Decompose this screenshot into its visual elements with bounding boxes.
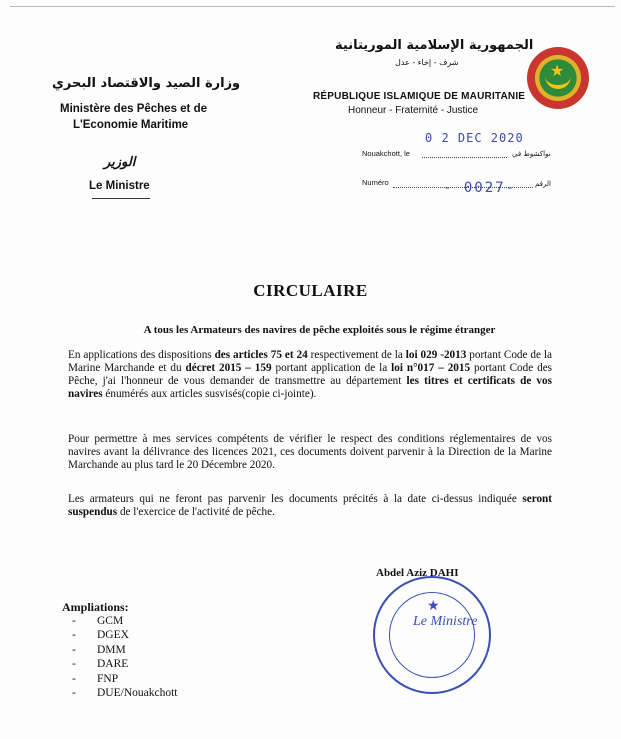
stamp-star-icon: ★ xyxy=(427,599,440,614)
republic-name-ar: الجمهورية الإسلامية الموريتانية xyxy=(335,38,534,53)
minister-title-ar: الوزير xyxy=(104,155,136,170)
p1-text: énumérés aux articles susvisés(copie ci-jointe). xyxy=(102,388,317,400)
p3-bold: seront suspendus xyxy=(68,493,552,518)
p3-text: Les armateurs qui ne feront pas parvenir les documents précités à la date ci-dessus indiquée xyxy=(68,493,523,505)
paragraph-3 xyxy=(68,493,552,519)
ampliations-list xyxy=(72,614,177,700)
list-item: - DARE xyxy=(72,657,177,671)
date-label: Nouakchott, le xyxy=(362,149,410,158)
ampliations-title: Ampliations: xyxy=(62,600,129,614)
p1-text: portant application de la xyxy=(271,362,392,374)
number-label: Numéro xyxy=(362,178,389,187)
p1-bold: les titres et certificats de vos navires xyxy=(68,375,552,400)
list-item: - DUE/Nouakchott xyxy=(72,686,177,700)
list-item: - GCM xyxy=(72,614,177,628)
p1-bold: des articles 75 et 24 xyxy=(214,349,308,361)
p1-text: portant Code de la Marine Marchande et du xyxy=(68,349,552,374)
ministry-name-fr-line1: Ministère des Pêches et de xyxy=(60,103,208,115)
top-border-line xyxy=(10,6,615,7)
ministry-name-fr-line2: L'Economie Maritime xyxy=(73,119,189,131)
signer-name: Abdel Aziz DAHI xyxy=(376,567,459,579)
number-label-ar: الرقم xyxy=(535,180,551,188)
paragraph-1 xyxy=(68,349,552,401)
ministry-round-stamp-icon xyxy=(373,576,491,694)
p1-text: En applications des dispositions xyxy=(68,349,215,361)
minister-title-fr: Le Ministre xyxy=(89,180,150,192)
republic-motto-ar: شرف - إخاء - عدل xyxy=(395,58,459,67)
list-item: - DGEX xyxy=(72,628,177,642)
addressee-line: A tous les Armateurs des navires de pêche exploités sous le régime étranger xyxy=(143,324,496,336)
date-label-ar: نواكشوط في xyxy=(512,150,551,158)
p1-bold: décret 2015 – 159 xyxy=(185,362,272,374)
seal-star-icon: ★ xyxy=(550,63,565,80)
p1-text: portant Code des Pêche, j'ai l'honneur de vous demander de transmettre au département xyxy=(68,362,553,387)
paragraph-2: Pour permettre à mes services compétents de vérifier le respect des conditions réglementaires de vos navires avant la délivrance des licences 2021, ces documents doivent parvenir à la Direction de la Marine Marchande au plus tard le 20 Décembre 2020. xyxy=(68,433,552,471)
stamp-center-text: Le Ministre xyxy=(413,614,478,629)
republic-motto-fr: Honneur - Fraternité - Justice xyxy=(348,105,479,116)
list-item: - FNP xyxy=(72,672,177,686)
list-item: - DMM xyxy=(72,643,177,657)
number-stamp: - 0027- xyxy=(443,180,517,196)
republic-name-fr: RÉPUBLIQUE ISLAMIQUE DE MAURITANIE xyxy=(313,91,526,102)
document-title: CIRCULAIRE xyxy=(253,281,368,300)
p1-bold: loi 029 -2013 xyxy=(405,349,467,361)
p3-text: de l'exercice de l'activité de pêche. xyxy=(117,506,275,518)
date-stamp: 0 2 DEC 2020 xyxy=(425,131,524,145)
p1-bold: loi n°017 – 2015 xyxy=(391,362,471,374)
ministry-name-ar: وزارة الصيد والاقتصاد البحري xyxy=(52,76,241,91)
minister-underline xyxy=(92,198,150,199)
mauritania-seal-icon xyxy=(527,47,589,109)
seal-crescent-icon xyxy=(545,71,571,89)
date-dotted-line xyxy=(422,156,507,158)
p1-text: respectivement de la xyxy=(307,349,406,361)
